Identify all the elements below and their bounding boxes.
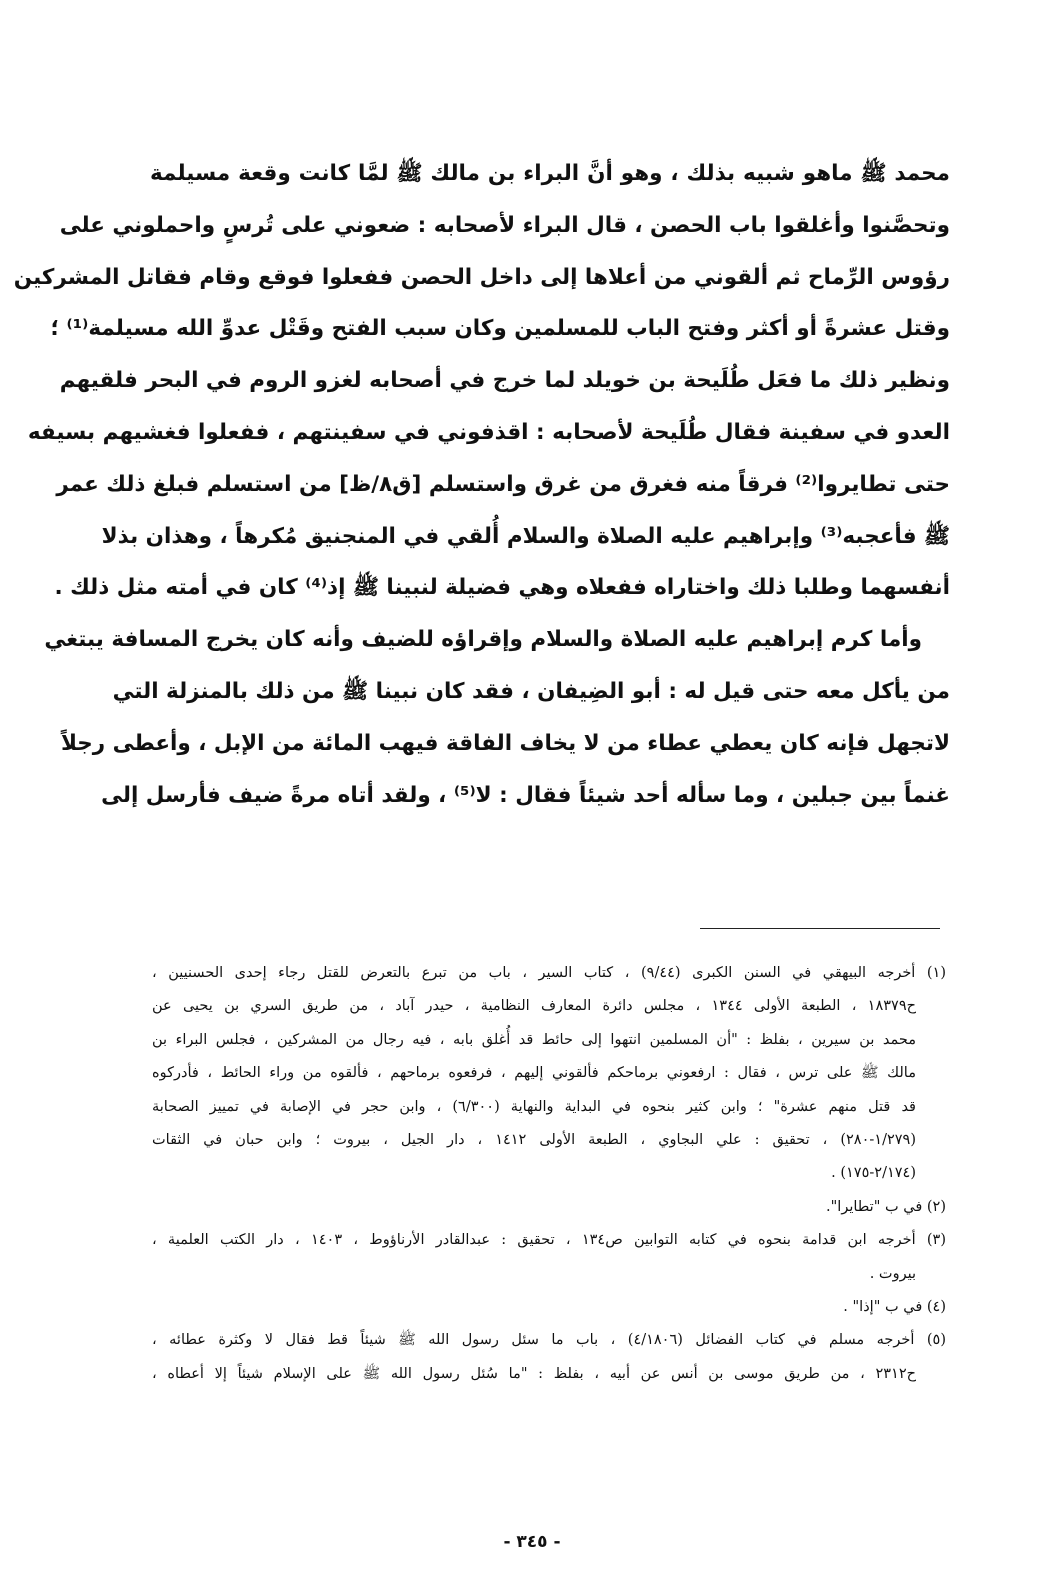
text-line: محمد ﷺ ماهو شبيه بذلك ، وهو أنَّ البراء بن مالك ﷺ لمَّا كانت وقعة مسيلمة — [150, 161, 950, 186]
text-line: ونظير ذلك ما فعَل طُلَيحة بن خويلد لما خرج في أصحابه لغزو الروم في البحر فلقيهم — [59, 368, 950, 394]
footnote-line: ح١٨٣٧٩ ، الطبعة الأولى ١٣٤٤ ، مجلس دائرة المعارف النظامية ، حيدر آباد ، من طريق السري بن يحيى عن — [152, 998, 916, 1015]
footnote-line: بيروت . — [869, 1265, 916, 1282]
text-line: لاتجهل فإنه كان يعطي عطاء من لا يخاف الفاقة فيهب المائة من الإبل ، وأعطى رجلاً — [60, 730, 950, 756]
footnote-line: قد قتل منهم عشرة" ؛ وابن كثير بنحوه في البداية والنهاية (٦/٣٠٠) ، وابن حجر في الإصابة في تمييز الصحابة — [152, 1098, 916, 1115]
page-number: - ٣٤٥ - — [503, 1532, 561, 1552]
footnote-line: مالك ﷺ على ترس ، فقال : ارفعوني برماحكم فألقوني إليهم ، فرفعوه برماحهم ، فألقوه من وراء الحائط ، فأدركوه — [152, 1065, 916, 1082]
footnote-line: (٥) أخرجه مسلم في كتاب الفضائل (٤/١٨٠٦) ، باب ما سئل رسول الله ﷺ شيئاً قط فقال لا وكثرة عطائه ، — [152, 1332, 946, 1349]
text-line: من يأكل معه حتى قيل له : أبو الضِيفان ، فقد كان نبينا ﷺ من ذلك بالمنزلة التي — [112, 678, 950, 704]
text-line: وأما كرم إبراهيم عليه الصلاة والسلام وإقراؤه للضيف وأنه كان يخرج المسافة يبتغي — [44, 627, 922, 653]
footnote-line: (١/٢٧٩-٢٨٠) ، تحقيق : علي البجاوي ، الطبعة الأولى ١٤١٢ ، دار الجيل ، بيروت ؛ وابن حبان في الثقات — [152, 1131, 916, 1148]
text-line: حتى تطايروا⁽²⁾ فرقاً منه فغرق من غرق واستسلم [ق٨/ظ] من استسلم فبلغ ذلك عمر — [56, 471, 950, 497]
text-line: وقتل عشرةً أو أكثر وفتح الباب للمسلمين وكان سبب الفتح وقَتْل عدوِّ الله مسيلمة⁽¹⁾ ؛ — [50, 316, 950, 342]
text-line: رؤوس الرِّماح ثم ألقوني من أعلاها إلى داخل الحصن ففعلوا فوقع وقام فقاتل المشركين — [13, 264, 950, 290]
text-line: وتحصَّنوا وأغلقوا باب الحصن ، قال البراء لأصحابه : ضعوني على تُرسٍ واحملوني على — [59, 212, 950, 238]
text-line: غنماً بين جبلين ، وما سأله أحد شيئاً فقال : لا⁽⁵⁾ ، ولقد أتاه مرةً ضيف فأرسل إلى — [101, 782, 950, 808]
main-text — [13, 148, 950, 821]
footnote-line: (٤) في ب "إذا" . — [843, 1298, 946, 1315]
text-line: أنفسهما وطلبا ذلك واختاراه ففعلاه وهي فضيلة لنبينا ﷺ إذ⁽⁴⁾ كان في أمته مثل ذلك . — [54, 575, 950, 601]
footnote-line: (٢/١٧٤-١٧٥) . — [831, 1165, 916, 1182]
text-line: العدو في سفينة فقال طُلَيحة لأصحابه : اقذفوني في سفينتهم ، ففعلوا فغشيهم بسيفه — [27, 419, 950, 445]
footnote-line: (٣) أخرجه ابن قدامة بنحوه في كتابه التوابين ص١٣٤ ، تحقيق : عبدالقادر الأرناؤوط ، ١٤٠٣ ، دار الكتب العلمية ، — [152, 1232, 946, 1249]
footnote-line: محمد بن سيرين ، بفلظ : "أن المسلمين انتهوا إلى حائط قد أُغلق بابه ، فيه رجال من المشركين ، فجلس البراء بن — [152, 1031, 916, 1048]
footnote-separator — [700, 928, 940, 929]
footnote-line: ح٢٣١٢ ، من طريق موسى بن أنس عن أبيه ، بفلظ : "ما سُئل رسول الله ﷺ على الإسلام شيئاً إلا أعطاه ، — [152, 1365, 916, 1382]
footnote-line: (١) أخرجه البيهقي في السنن الكبرى (٩/٤٤) ، كتاب السير ، باب من تبرع بالتعرض للقتل رجاء إحدى الحسنيين ، — [152, 965, 947, 981]
text-line: ﷺ فأعجبه⁽³⁾ وإبراهيم عليه الصلاة والسلام أُلقي في المنجنيق مُكرهاً ، وهذان بذلا — [101, 523, 950, 549]
footnotes — [152, 957, 946, 1391]
footnote-line: (٢) في ب "تطايرا". — [826, 1198, 946, 1215]
